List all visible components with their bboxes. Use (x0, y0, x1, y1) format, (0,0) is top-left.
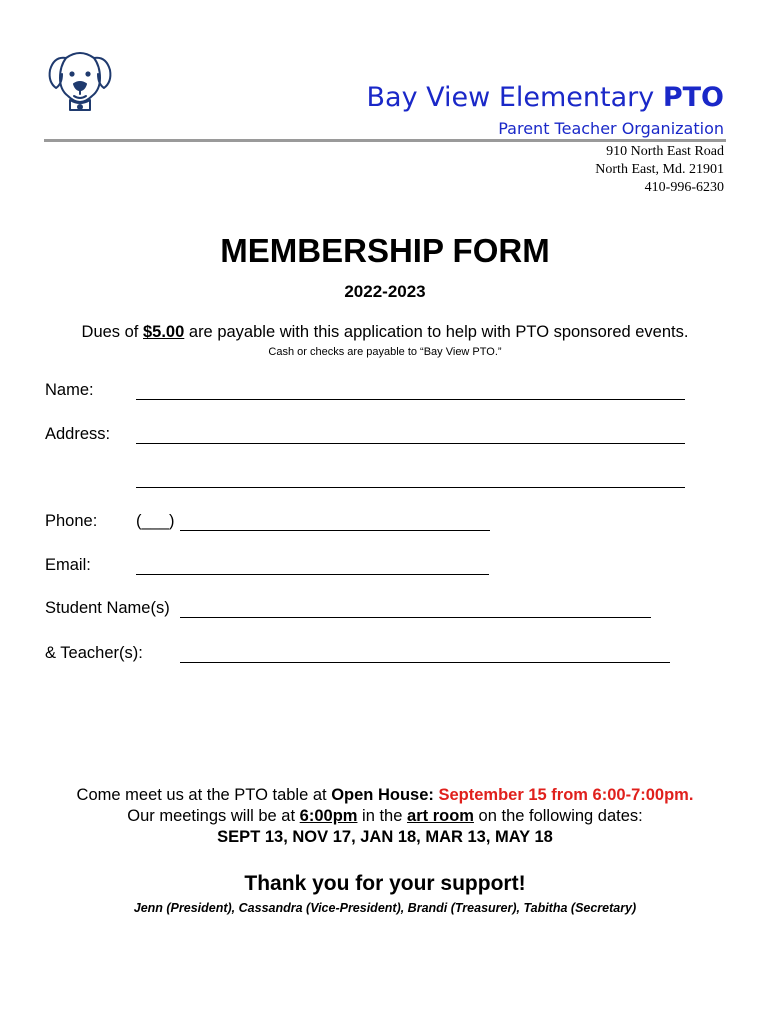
dog-logo-icon (44, 44, 116, 114)
school-year: 2022-2023 (344, 282, 426, 301)
dues-amount: $5.00 (143, 323, 185, 341)
meeting-time: 6:00pm (299, 807, 358, 825)
payable-note: Cash or checks are payable to “Bay View PTO.” (268, 346, 502, 358)
open-house-date: September 15 from 6:00-7:00pm. (438, 786, 694, 804)
org-name: Bay View Elementary (366, 82, 655, 113)
student-names-label: Student Name(s) (45, 599, 170, 617)
name-field[interactable] (136, 399, 685, 400)
name-label: Name: (45, 381, 94, 399)
teachers-label: & Teacher(s): (45, 644, 143, 662)
org-name-bold: PTO (662, 82, 724, 113)
dues-suffix: are payable with this application to help with PTO sponsored events. (188, 323, 689, 341)
meeting-place: art room (407, 807, 474, 825)
officers-list: Jenn (President), Cassandra (Vice-President), Brandi (Treasurer), Tabitha (Secretary) (133, 901, 637, 915)
organization-title (367, 82, 724, 113)
meeting-time-line (0, 806, 770, 827)
contact-address (595, 143, 724, 197)
teachers-field[interactable] (180, 662, 670, 663)
open-house-label: Open House: (331, 786, 434, 804)
thank-you-heading: Thank you for your support! (244, 872, 526, 895)
phone-field[interactable] (180, 530, 490, 531)
meeting-dates-text: SEPT 13, NOV 17, JAN 18, MAR 13, MAY 18 (217, 828, 553, 846)
dues-notice (0, 323, 770, 342)
meeting-time-mid: in the (362, 807, 403, 825)
header-divider (44, 139, 726, 142)
address-label: Address: (45, 425, 111, 443)
dues-prefix: Dues of (81, 323, 139, 341)
student-names-field[interactable] (180, 617, 651, 618)
meeting-info (0, 785, 770, 848)
address-field-line-2[interactable] (136, 487, 685, 488)
open-house-line (0, 785, 770, 806)
address-line-2: North East, Md. 21901 (595, 162, 724, 177)
phone-label: Phone: (45, 512, 98, 530)
meeting-time-suffix: on the following dates: (478, 807, 643, 825)
open-house-prefix: Come meet us at the PTO table at (76, 786, 327, 804)
email-field[interactable] (136, 574, 489, 575)
meeting-dates (0, 827, 770, 848)
contact-phone: 410-996-6230 (644, 180, 724, 195)
meeting-time-prefix: Our meetings will be at (127, 807, 296, 825)
page-title: MEMBERSHIP FORM (220, 232, 550, 269)
address-field-line-1[interactable] (136, 443, 685, 444)
phone-area-code-prefix: (___) (136, 512, 175, 530)
email-label: Email: (45, 556, 91, 574)
address-line-1: 910 North East Road (606, 144, 724, 159)
organization-subtitle: Parent Teacher Organization (498, 119, 724, 138)
